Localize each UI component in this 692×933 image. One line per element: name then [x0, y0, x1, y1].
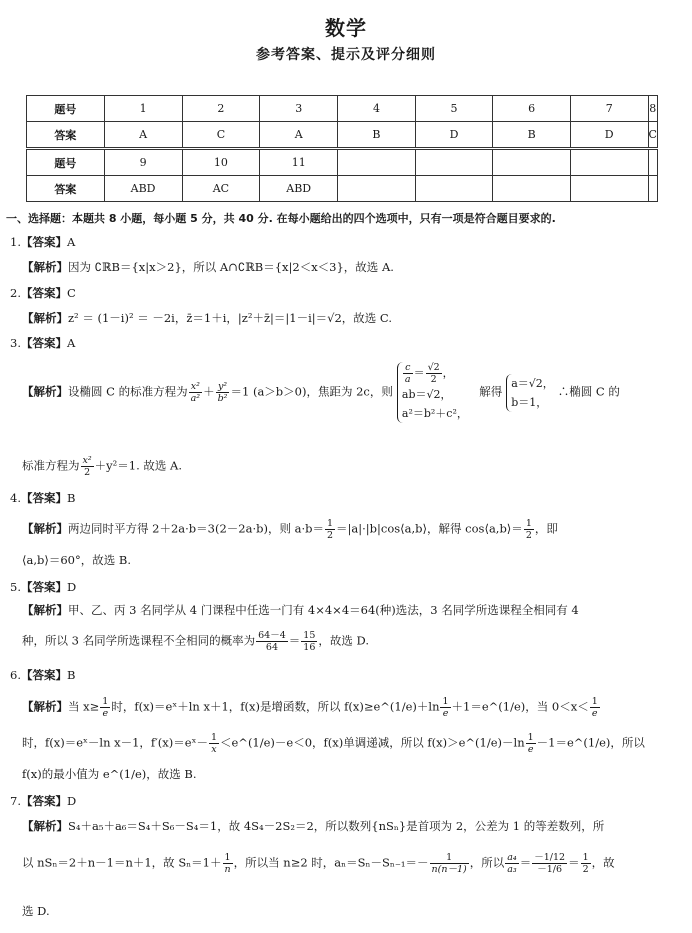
page-subtitle: 参考答案、提示及评分细则	[256, 47, 436, 63]
q3-analysis-cont: 标准方程为 $\frac{\text{x²}}{2}$ ＋y²＝1. 故选 A.	[22, 455, 183, 478]
table-cell: 4	[338, 96, 416, 122]
q6-analysis-cont2: f(x)的最小值为 e^(1/e)，故选 B.	[22, 767, 197, 781]
table-cell: C	[182, 122, 260, 149]
table-row	[27, 122, 658, 149]
q3-answer-line: 3.【答案】A	[10, 336, 76, 350]
table-head-cell: 题号	[27, 149, 105, 176]
solution-system: a＝√2， b＝1，	[506, 374, 554, 412]
q5-analysis-cont: 种，所以 3 名同学所选课程不全相同的概率为 $\frac{64-4}{64}$ ＝ $\frac{15}{16}$ ，故选 D.	[22, 630, 369, 653]
table-cell	[648, 176, 658, 202]
q2-answer-line: 2.【答案】C	[10, 286, 76, 300]
q4-answer-line: 4.【答案】B	[10, 491, 76, 505]
table-cell: B	[493, 122, 571, 149]
q6-analysis-cont: 时，f(x)＝eˣ－ln x－1，f′(x)＝eˣ－ $\frac{1}{x}$ ＜e^(1/e)－e＜0，f(x)单调递减，所以 f(x)＞e^(1/e)－ln $\frac{1}{e}$ －1＝e^(1/e)，所以	[22, 732, 645, 755]
table-cell	[493, 176, 571, 202]
q7-analysis: 【解析】S₄＋a₅＋a₆＝S₄＋S₆－S₄＝1，故 4S₄－2S₂＝2，所以数列{nSₙ}是首项为 2，公差为 1 的等差数列，所	[22, 819, 605, 833]
q5-answer-line: 5.【答案】D	[10, 580, 77, 594]
table-cell: 3	[260, 96, 338, 122]
table-head-cell: 答案	[27, 176, 105, 202]
q2-analysis: 【解析】z² ＝ (1－i)² ＝ －2i，z̄＝1＋i，|z²＋z̄|＝|1－i|＝√2，故选 C.	[22, 311, 392, 325]
table-cell: 2	[182, 96, 260, 122]
q1-answer-line: 1.【答案】A	[10, 235, 76, 249]
table-head-cell: 题号	[27, 96, 105, 122]
page-title: 数学	[325, 16, 367, 40]
table-cell: 1	[104, 96, 182, 122]
table-cell: 7	[570, 96, 648, 122]
q4-analysis-cont: ⟨a,b⟩＝60°，故选 B.	[22, 553, 131, 567]
q4-analysis: 【解析】两边同时平方得 2＋2a·b＝3(2－2a·b)，则 a·b＝ $\frac{1}{2}$ ＝|a|·|b|cos⟨a,b⟩，解得 cos⟨a,b⟩＝ $\frac{1}{2}$ ，即	[22, 518, 558, 541]
table-cell: 10	[182, 149, 260, 176]
table-cell: D	[415, 122, 493, 149]
table-cell: ABD	[104, 176, 182, 202]
q7-analysis-cont2: 选 D.	[22, 904, 50, 918]
table-row	[27, 176, 658, 202]
table-cell	[648, 149, 658, 176]
q6-answer-line: 6.【答案】B	[10, 668, 76, 682]
q7-analysis-cont: 以 nSₙ＝2＋n－1＝n＋1，故 Sₙ＝1＋ $\frac{1}{n}$ ，所以当 n≥2 时，aₙ＝Sₙ－Sₙ₋₁＝－ $\frac{1}{n(n-1)}$ ，所以 $\frac{\text{a₄}}{\text{a₃}}$ ＝ $\frac{-1/12}{-1/6}$ ＝ $\frac{1}{2}$ ，故	[22, 852, 615, 875]
q5-analysis: 【解析】甲、乙、丙 3 名同学从 4 门课程中任选一门有 4×4×4＝64(种)选法，3 名同学所选课程全相同有 4	[22, 603, 579, 617]
q1-analysis: 【解析】因为 ∁ℝB＝{x|x＞2}，所以 A∩∁ℝB＝{x|2＜x＜3}，故选 A.	[22, 260, 394, 274]
q6-analysis: 【解析】当 x≥ $\frac{1}{e}$ 时，f(x)＝eˣ＋ln x＋1，f(x)是增函数，所以 f(x)≥e^(1/e)＋ln $\frac{1}{e}$ ＋1＝e^(1/e)，当 0＜x＜ $\frac{1}{e}$	[22, 696, 598, 719]
table-cell	[493, 149, 571, 176]
table-cell: AC	[182, 176, 260, 202]
answer-table	[26, 95, 658, 202]
table-cell	[570, 176, 648, 202]
table-cell: 9	[104, 149, 182, 176]
table-cell	[415, 176, 493, 202]
table-cell: D	[570, 122, 648, 149]
q3-analysis: 【解析】设椭圆 C 的标准方程为 $\frac{\text{x²}}{\text{a²}}$ ＋ $\frac{\text{y²}}{\text{b²}}$ ＝1 (a＞b＞0)，焦距为 2c，则 $\frac{c}{a}$ ＝ $\frac{√2}{2}$ ， ab＝√2， a²＝b²＋c²， 解得a＝√2， b＝1，∴椭圆 C 的	[22, 362, 692, 423]
table-cell: C	[648, 122, 658, 149]
table-cell	[570, 149, 648, 176]
table-cell	[338, 176, 416, 202]
table-cell	[338, 149, 416, 176]
table-cell: B	[338, 122, 416, 149]
table-head-cell: 答案	[27, 122, 105, 149]
table-cell: A	[260, 122, 338, 149]
table-cell: 8	[648, 96, 658, 122]
table-row	[27, 149, 658, 176]
table-cell: 5	[415, 96, 493, 122]
q7-answer-line: 7.【答案】D	[10, 794, 77, 808]
table-cell: 6	[493, 96, 571, 122]
section-heading: 一、选择题：本题共 8 小题，每小题 5 分，共 40 分. 在每小题给出的四个选项中，只有一项是符合题目要求的.	[6, 212, 556, 225]
table-row	[27, 96, 658, 122]
table-cell	[415, 149, 493, 176]
table-cell: ABD	[260, 176, 338, 202]
equation-system: $\frac{c}{a}$ ＝ $\frac{√2}{2}$ ， ab＝√2， a²＝b²＋c²，	[397, 362, 468, 423]
table-cell: 11	[260, 149, 338, 176]
table-cell: A	[104, 122, 182, 149]
